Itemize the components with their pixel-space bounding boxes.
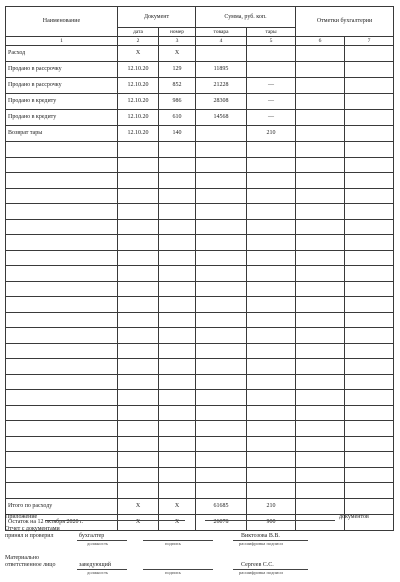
cell-date: 12.10.20	[118, 94, 159, 110]
table-row	[6, 110, 394, 126]
col-number: 1	[6, 37, 118, 46]
cell-number: X	[159, 498, 196, 514]
cell-accounting-note	[296, 390, 345, 406]
cell-accounting-note	[345, 467, 394, 483]
cell-accounting-note	[296, 94, 345, 110]
cell-goods	[196, 188, 247, 204]
cell-tare	[247, 467, 296, 483]
cell-tare	[247, 235, 296, 251]
cell-date	[118, 266, 159, 282]
cell-tare	[247, 142, 296, 158]
cell-tare	[247, 250, 296, 266]
cell-number	[159, 235, 196, 251]
cell-accounting-note	[345, 126, 394, 142]
cell-accounting-note	[296, 359, 345, 375]
cell-tare	[247, 374, 296, 390]
cell-goods	[196, 297, 247, 313]
cell-number: X	[159, 46, 196, 62]
cell-name	[6, 188, 118, 204]
cell-name	[6, 343, 118, 359]
cell-accounting-note	[345, 266, 394, 282]
cell-number: 986	[159, 94, 196, 110]
cell-tare	[247, 297, 296, 313]
cell-date	[118, 188, 159, 204]
cell-number	[159, 250, 196, 266]
cell-tare: 210	[247, 126, 296, 142]
responsible-line2: ответственное лицо	[5, 562, 56, 568]
cell-goods: 28308	[196, 94, 247, 110]
cell-number	[159, 312, 196, 328]
cell-accounting-note	[345, 142, 394, 158]
cell-accounting-note	[296, 405, 345, 421]
empty-row	[6, 297, 394, 313]
cell-date	[118, 390, 159, 406]
cell-goods	[196, 219, 247, 235]
cell-accounting-note	[296, 452, 345, 468]
cell-goods	[196, 173, 247, 189]
cell-name: Итого по расходу	[6, 498, 118, 514]
table-row	[6, 126, 394, 142]
cell-tare: —	[247, 78, 296, 94]
cell-goods	[196, 204, 247, 220]
cell-tare	[247, 46, 296, 62]
cell-goods	[196, 467, 247, 483]
cell-goods	[196, 405, 247, 421]
cell-number	[159, 405, 196, 421]
cell-tare	[247, 405, 296, 421]
cell-accounting-note	[345, 235, 394, 251]
cell-date	[118, 297, 159, 313]
cell-accounting-note	[345, 343, 394, 359]
cell-number	[159, 328, 196, 344]
cell-date	[118, 328, 159, 344]
empty-row	[6, 142, 394, 158]
role-caption-1: должность	[87, 541, 109, 546]
cell-tare	[247, 328, 296, 344]
table-row	[6, 62, 394, 78]
cell-date: 12.10.20	[118, 78, 159, 94]
header-document: Документ	[118, 7, 196, 28]
cell-accounting-note	[296, 78, 345, 94]
cell-name: Продано в кредиту	[6, 110, 118, 126]
cell-accounting-note	[296, 204, 345, 220]
cell-tare	[247, 281, 296, 297]
cell-date	[118, 452, 159, 468]
table-row	[6, 46, 394, 62]
accountant-name: Виктозова В.В.	[241, 533, 280, 539]
cell-date	[118, 250, 159, 266]
cell-accounting-note	[296, 421, 345, 437]
col-number: 5	[247, 37, 296, 46]
cell-name	[6, 235, 118, 251]
empty-row	[6, 390, 394, 406]
cell-accounting-note	[345, 250, 394, 266]
empty-row	[6, 157, 394, 173]
cell-goods	[196, 359, 247, 375]
cell-goods	[196, 46, 247, 62]
cell-accounting-note	[345, 94, 394, 110]
report-accepted-line1: Отчет с документами	[5, 526, 60, 532]
cell-accounting-note	[345, 204, 394, 220]
cell-number	[159, 452, 196, 468]
header-tare: тары	[247, 28, 296, 37]
cell-date	[118, 359, 159, 375]
cell-name	[6, 483, 118, 499]
cell-name	[6, 157, 118, 173]
cell-number	[159, 188, 196, 204]
cell-accounting-note	[345, 421, 394, 437]
cell-tare	[247, 359, 296, 375]
col-number: 4	[196, 37, 247, 46]
empty-row	[6, 266, 394, 282]
cell-goods: 11895	[196, 62, 247, 78]
cell-name	[6, 266, 118, 282]
cell-name: Расход	[6, 46, 118, 62]
cell-accounting-note	[345, 328, 394, 344]
cell-name	[6, 219, 118, 235]
cell-name	[6, 436, 118, 452]
empty-row	[6, 405, 394, 421]
cell-date	[118, 405, 159, 421]
attachments-label: Приложение	[5, 514, 38, 520]
manager-name: Сергеев С.С.	[241, 562, 274, 568]
cell-number	[159, 219, 196, 235]
col-number: 2	[118, 37, 159, 46]
cell-accounting-note	[296, 142, 345, 158]
cell-date: 12.10.20	[118, 126, 159, 142]
cell-tare	[247, 390, 296, 406]
cell-tare: —	[247, 94, 296, 110]
cell-date	[118, 173, 159, 189]
empty-row	[6, 359, 394, 375]
cell-number	[159, 173, 196, 189]
empty-row	[6, 204, 394, 220]
col-number: 6	[296, 37, 345, 46]
cell-accounting-note	[296, 374, 345, 390]
cell-accounting-note	[345, 359, 394, 375]
cell-accounting-note	[296, 281, 345, 297]
cell-goods	[196, 235, 247, 251]
cell-goods	[196, 312, 247, 328]
cell-accounting-note	[345, 297, 394, 313]
cell-accounting-note	[345, 390, 394, 406]
name-caption-2: расшифровка подписи	[239, 570, 283, 575]
cell-tare	[247, 62, 296, 78]
header-row	[6, 7, 394, 28]
cell-goods	[196, 250, 247, 266]
cell-name	[6, 297, 118, 313]
empty-row	[6, 281, 394, 297]
cell-date	[118, 483, 159, 499]
cell-date	[118, 204, 159, 220]
signature-caption-2: подпись	[165, 570, 182, 575]
cell-accounting-note	[345, 452, 394, 468]
cell-goods	[196, 142, 247, 158]
cell-name: Остаток на 12 октября 2020 г.	[6, 514, 118, 530]
cell-name	[6, 359, 118, 375]
header-date: дата	[118, 28, 159, 37]
signature-footer	[5, 510, 393, 582]
accountant-role: бухгалтер	[79, 533, 105, 539]
cell-name	[6, 374, 118, 390]
cell-accounting-note	[296, 297, 345, 313]
empty-row	[6, 328, 394, 344]
cell-goods: 26078	[196, 514, 247, 530]
cell-number	[159, 142, 196, 158]
cell-tare	[247, 188, 296, 204]
header-number: номер	[159, 28, 196, 37]
cell-goods	[196, 483, 247, 499]
cell-date	[118, 436, 159, 452]
cell-goods	[196, 343, 247, 359]
empty-row	[6, 188, 394, 204]
cell-tare	[247, 204, 296, 220]
empty-row	[6, 219, 394, 235]
header-sum: Сумма, руб. коп.	[196, 7, 296, 28]
cell-number	[159, 157, 196, 173]
cell-accounting-note	[345, 78, 394, 94]
cell-accounting-note	[345, 188, 394, 204]
cell-number	[159, 483, 196, 499]
cell-name	[6, 405, 118, 421]
header-goods: товара	[196, 28, 247, 37]
cell-accounting-note	[345, 436, 394, 452]
cell-date: X	[118, 514, 159, 530]
cell-number	[159, 467, 196, 483]
cell-number	[159, 436, 196, 452]
cell-accounting-note	[296, 343, 345, 359]
cell-accounting-note	[296, 173, 345, 189]
cell-name	[6, 204, 118, 220]
cell-accounting-note	[345, 46, 394, 62]
cell-accounting-note	[345, 173, 394, 189]
cell-number	[159, 204, 196, 220]
cell-tare	[247, 483, 296, 499]
empty-row	[6, 467, 394, 483]
cell-tare: 210	[247, 498, 296, 514]
cell-accounting-note	[296, 62, 345, 78]
empty-row	[6, 421, 394, 437]
cell-goods	[196, 452, 247, 468]
cell-accounting-note	[296, 235, 345, 251]
cell-tare: —	[247, 110, 296, 126]
cell-number	[159, 421, 196, 437]
manager-role: заведующий	[79, 562, 111, 568]
documents-word: документов	[339, 514, 369, 520]
responsible-line1: Материально	[5, 555, 39, 561]
cell-date: 12.10.20	[118, 62, 159, 78]
cell-accounting-note	[345, 62, 394, 78]
cell-date	[118, 219, 159, 235]
cell-name	[6, 312, 118, 328]
cell-goods	[196, 328, 247, 344]
empty-row	[6, 374, 394, 390]
cell-accounting-note	[345, 312, 394, 328]
cell-name: Возврат тары	[6, 126, 118, 142]
expense-ledger-table	[5, 6, 394, 531]
cell-accounting-note	[345, 483, 394, 499]
signature-caption-1: подпись	[165, 541, 182, 546]
cell-name: Продано в рассрочку	[6, 78, 118, 94]
cell-date	[118, 281, 159, 297]
cell-number	[159, 359, 196, 375]
attachments-line-1	[45, 520, 185, 521]
cell-date: 12.10.20	[118, 110, 159, 126]
cell-accounting-note	[345, 281, 394, 297]
cell-number: 610	[159, 110, 196, 126]
empty-row	[6, 250, 394, 266]
cell-tare	[247, 436, 296, 452]
cell-name	[6, 390, 118, 406]
cell-goods	[196, 374, 247, 390]
table-row	[6, 94, 394, 110]
cell-tare	[247, 219, 296, 235]
name-caption-1: расшифровка подписи	[239, 541, 283, 546]
cell-accounting-note	[296, 188, 345, 204]
cell-accounting-note	[345, 219, 394, 235]
cell-accounting-note	[296, 436, 345, 452]
col-number: 3	[159, 37, 196, 46]
cell-name	[6, 281, 118, 297]
cell-name	[6, 421, 118, 437]
cell-name: Продано в рассрочку	[6, 62, 118, 78]
cell-accounting-note	[296, 46, 345, 62]
cell-number	[159, 343, 196, 359]
cell-goods	[196, 126, 247, 142]
cell-number: 129	[159, 62, 196, 78]
cell-goods	[196, 157, 247, 173]
cell-tare	[247, 343, 296, 359]
cell-date	[118, 467, 159, 483]
cell-accounting-note	[345, 110, 394, 126]
table-row	[6, 78, 394, 94]
empty-row	[6, 312, 394, 328]
cell-date	[118, 157, 159, 173]
cell-accounting-note	[296, 328, 345, 344]
cell-goods	[196, 436, 247, 452]
cell-name: Продано в кредиту	[6, 94, 118, 110]
cell-accounting-note	[296, 483, 345, 499]
cell-accounting-note	[345, 405, 394, 421]
cell-goods	[196, 266, 247, 282]
cell-date	[118, 421, 159, 437]
cell-number: 140	[159, 126, 196, 142]
cell-number	[159, 390, 196, 406]
role-caption-2: должность	[87, 570, 109, 575]
cell-date	[118, 343, 159, 359]
cell-goods: 61685	[196, 498, 247, 514]
col-number: 7	[345, 37, 394, 46]
cell-name	[6, 142, 118, 158]
cell-name	[6, 328, 118, 344]
report-accepted-line2: принял и проверил	[5, 533, 54, 539]
cell-accounting-note	[296, 312, 345, 328]
cell-accounting-note	[296, 250, 345, 266]
cell-tare	[247, 173, 296, 189]
cell-number	[159, 297, 196, 313]
cell-accounting-note	[296, 110, 345, 126]
cell-accounting-note	[345, 157, 394, 173]
cell-tare	[247, 266, 296, 282]
cell-name	[6, 173, 118, 189]
cell-accounting-note	[296, 126, 345, 142]
empty-row	[6, 452, 394, 468]
cell-number	[159, 266, 196, 282]
cell-accounting-note	[296, 266, 345, 282]
cell-tare	[247, 421, 296, 437]
cell-date	[118, 235, 159, 251]
cell-goods: 21228	[196, 78, 247, 94]
cell-name	[6, 467, 118, 483]
header-name: Наименование	[6, 7, 118, 37]
empty-row	[6, 483, 394, 499]
empty-row	[6, 436, 394, 452]
cell-number	[159, 281, 196, 297]
cell-date	[118, 142, 159, 158]
cell-tare	[247, 157, 296, 173]
cell-date	[118, 312, 159, 328]
cell-accounting-note	[345, 374, 394, 390]
cell-name	[6, 452, 118, 468]
cell-number: X	[159, 514, 196, 530]
cell-tare	[247, 452, 296, 468]
cell-accounting-note	[296, 467, 345, 483]
cell-goods: 14568	[196, 110, 247, 126]
cell-goods	[196, 281, 247, 297]
cell-tare	[247, 312, 296, 328]
cell-goods	[196, 421, 247, 437]
cell-accounting-note	[296, 219, 345, 235]
cell-date: X	[118, 46, 159, 62]
cell-date: X	[118, 498, 159, 514]
cell-name	[6, 250, 118, 266]
cell-date	[118, 374, 159, 390]
cell-accounting-note	[296, 157, 345, 173]
cell-tare: 900	[247, 514, 296, 530]
cell-number	[159, 374, 196, 390]
cell-goods	[196, 390, 247, 406]
empty-row	[6, 343, 394, 359]
header-accounting: Отметки бухгалтерии	[296, 7, 394, 37]
attachments-line-2	[205, 520, 335, 521]
empty-row	[6, 173, 394, 189]
cell-number: 852	[159, 78, 196, 94]
column-number-row	[6, 37, 394, 46]
empty-row	[6, 235, 394, 251]
